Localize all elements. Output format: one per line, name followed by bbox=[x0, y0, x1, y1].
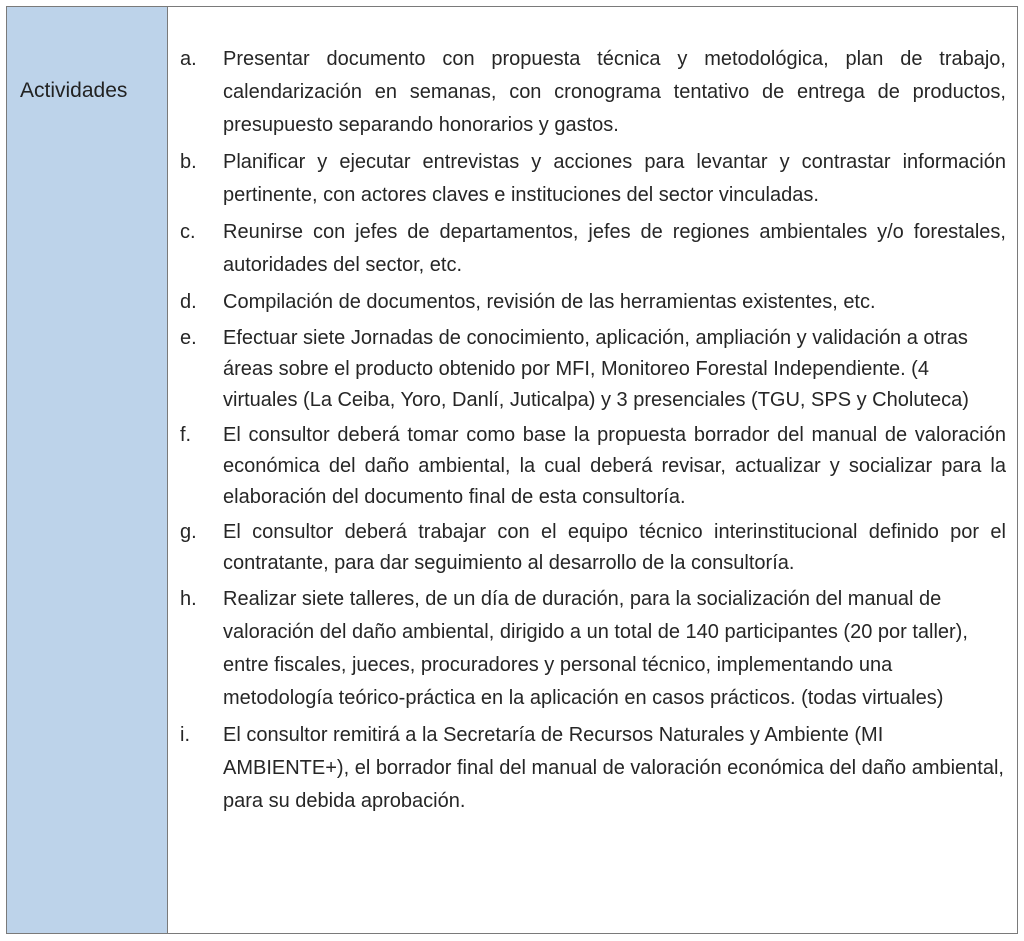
activities-label: Actividades bbox=[20, 79, 128, 102]
list-item-g bbox=[168, 517, 1016, 579]
list-item-d bbox=[168, 286, 1016, 319]
list-item-e bbox=[168, 323, 1016, 416]
list-item-i bbox=[168, 719, 1016, 818]
content-cell bbox=[168, 7, 1017, 933]
item-text: Reunirse con jefes de departamentos, jefes de regiones ambientales y/o forestales, autoridades del sector, etc. bbox=[223, 221, 1006, 276]
list-item-a bbox=[168, 43, 1016, 142]
activities-table bbox=[6, 6, 1018, 934]
item-text: Presentar documento con propuesta técnica y metodológica, plan de trabajo, calendarización en semanas, con cronograma tentativo de entrega de productos, presupuesto separando honorarios y gastos. bbox=[223, 48, 1006, 136]
activities-list bbox=[168, 43, 1016, 822]
item-text: El consultor deberá tomar como base la propuesta borrador del manual de valoración económica del daño ambiental, la cual deberá revisar, actualizar y socializar para la elaboración del documento final de esta consultoría. bbox=[223, 424, 1006, 508]
item-marker: d. bbox=[180, 291, 197, 313]
list-item-b bbox=[168, 146, 1016, 212]
item-marker: b. bbox=[180, 151, 197, 173]
list-item-h bbox=[168, 583, 1016, 715]
item-text: Compilación de documentos, revisión de las herramientas existentes, etc. bbox=[223, 291, 876, 313]
item-text: El consultor deberá trabajar con el equipo técnico interinstitucional definido por el contratante, para dar seguimiento al desarrollo de la consultoría. bbox=[223, 521, 1006, 574]
item-marker: a. bbox=[180, 48, 197, 70]
item-marker: g. bbox=[180, 521, 197, 543]
item-marker: h. bbox=[180, 588, 197, 610]
item-text: Realizar siete talleres, de un día de duración, para la socialización del manual de valoración del daño ambiental, dirigido a un total de 140 participantes (20 por taller), entre fiscales, jueces, procuradores y personal técnico, implementando una metodología teórico-práctica en la aplicación en casos prácticos. (todas virtuales) bbox=[223, 588, 968, 709]
item-text: Planificar y ejecutar entrevistas y acciones para levantar y contrastar información pertinente, con actores claves e instituciones del sector vinculadas. bbox=[223, 151, 1006, 206]
item-marker: f. bbox=[180, 424, 192, 446]
item-marker: i. bbox=[180, 724, 190, 746]
item-text: Efectuar siete Jornadas de conocimiento, aplicación, ampliación y validación a otras áreas sobre el producto obtenido por MFI, Monitoreo Forestal Independiente. (4 virtuales (La Ceiba, Yoro, Danlí, Juticalpa) y 3 presenciales (TGU, SPS y Choluteca) bbox=[223, 327, 969, 411]
item-marker: e. bbox=[180, 327, 197, 349]
item-marker: c. bbox=[180, 221, 196, 243]
label-cell bbox=[7, 7, 168, 933]
item-text: El consultor remitirá a la Secretaría de Recursos Naturales y Ambiente (MI AMBIENTE+), el borrador final del manual de valoración económica del daño ambiental, para su debida aprobación. bbox=[223, 724, 1004, 812]
list-item-f bbox=[168, 420, 1016, 513]
list-item-c bbox=[168, 216, 1016, 282]
